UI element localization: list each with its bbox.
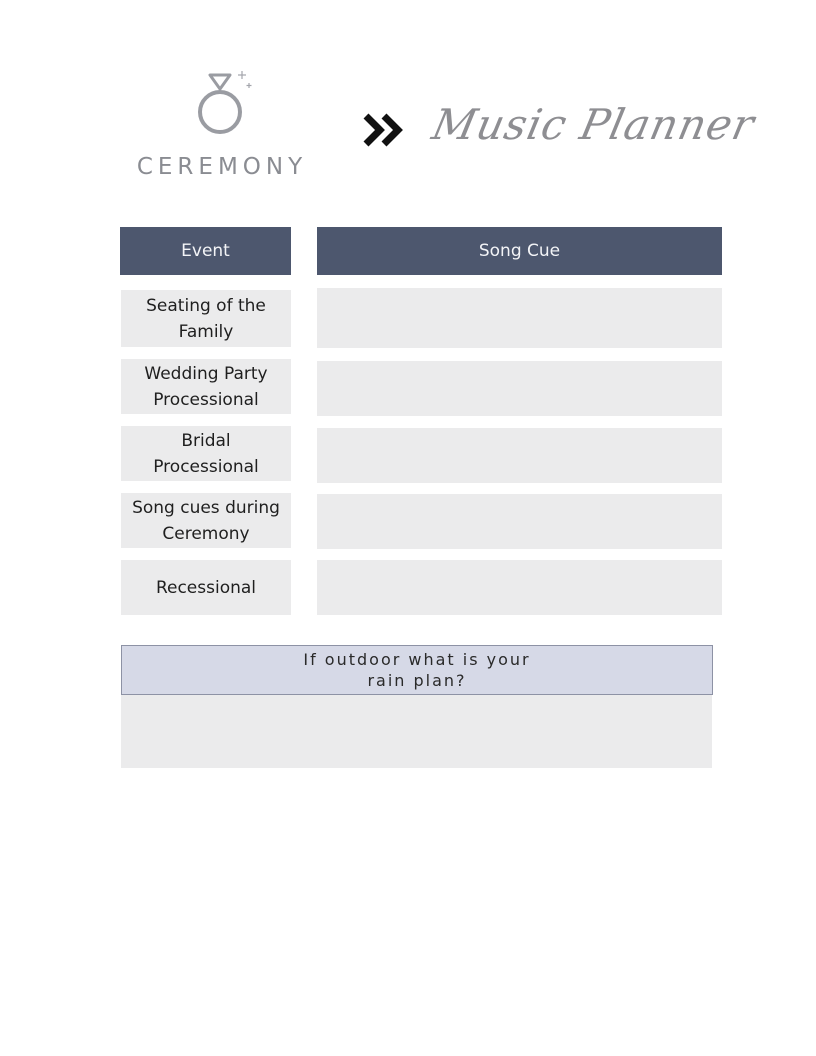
song-cue-field[interactable] (317, 288, 722, 348)
event-label-line: Ceremony (162, 523, 250, 544)
event-label-line: Song cues during (132, 497, 280, 518)
event-label-line: Processional (153, 456, 259, 477)
event-label-line: Family (178, 321, 234, 342)
song-cue-field[interactable] (317, 361, 722, 416)
event-label-line: Wedding Party (144, 363, 268, 384)
rain-plan-question-line: rain plan? (367, 671, 467, 690)
event-cell (121, 560, 291, 615)
rain-plan-question-line: If outdoor what is your (303, 650, 531, 669)
event-label-line: Recessional (155, 577, 257, 598)
double-chevron-right-icon (362, 110, 408, 150)
event-label-line: Seating of the (146, 295, 266, 316)
event-label-line: Bridal (181, 430, 231, 451)
column-header-song-cue: Song Cue (317, 227, 722, 275)
song-cue-field[interactable] (317, 494, 722, 549)
event-label-line: Processional (153, 389, 259, 410)
song-cue-field[interactable] (317, 428, 722, 483)
page-title: Music Planner (428, 100, 760, 149)
event-cell (121, 426, 291, 481)
logo-text: CEREMONY (136, 154, 308, 180)
event-cell (121, 493, 291, 548)
event-cell (121, 359, 291, 414)
event-cell (121, 290, 291, 347)
ring-icon (194, 70, 254, 134)
column-header-event: Event (120, 227, 291, 275)
sparkle-icon (238, 71, 252, 88)
rain-plan-question (121, 645, 713, 695)
ceremony-logo (124, 66, 320, 190)
rain-plan-answer-field[interactable] (121, 695, 712, 768)
song-cue-field[interactable] (317, 560, 722, 615)
